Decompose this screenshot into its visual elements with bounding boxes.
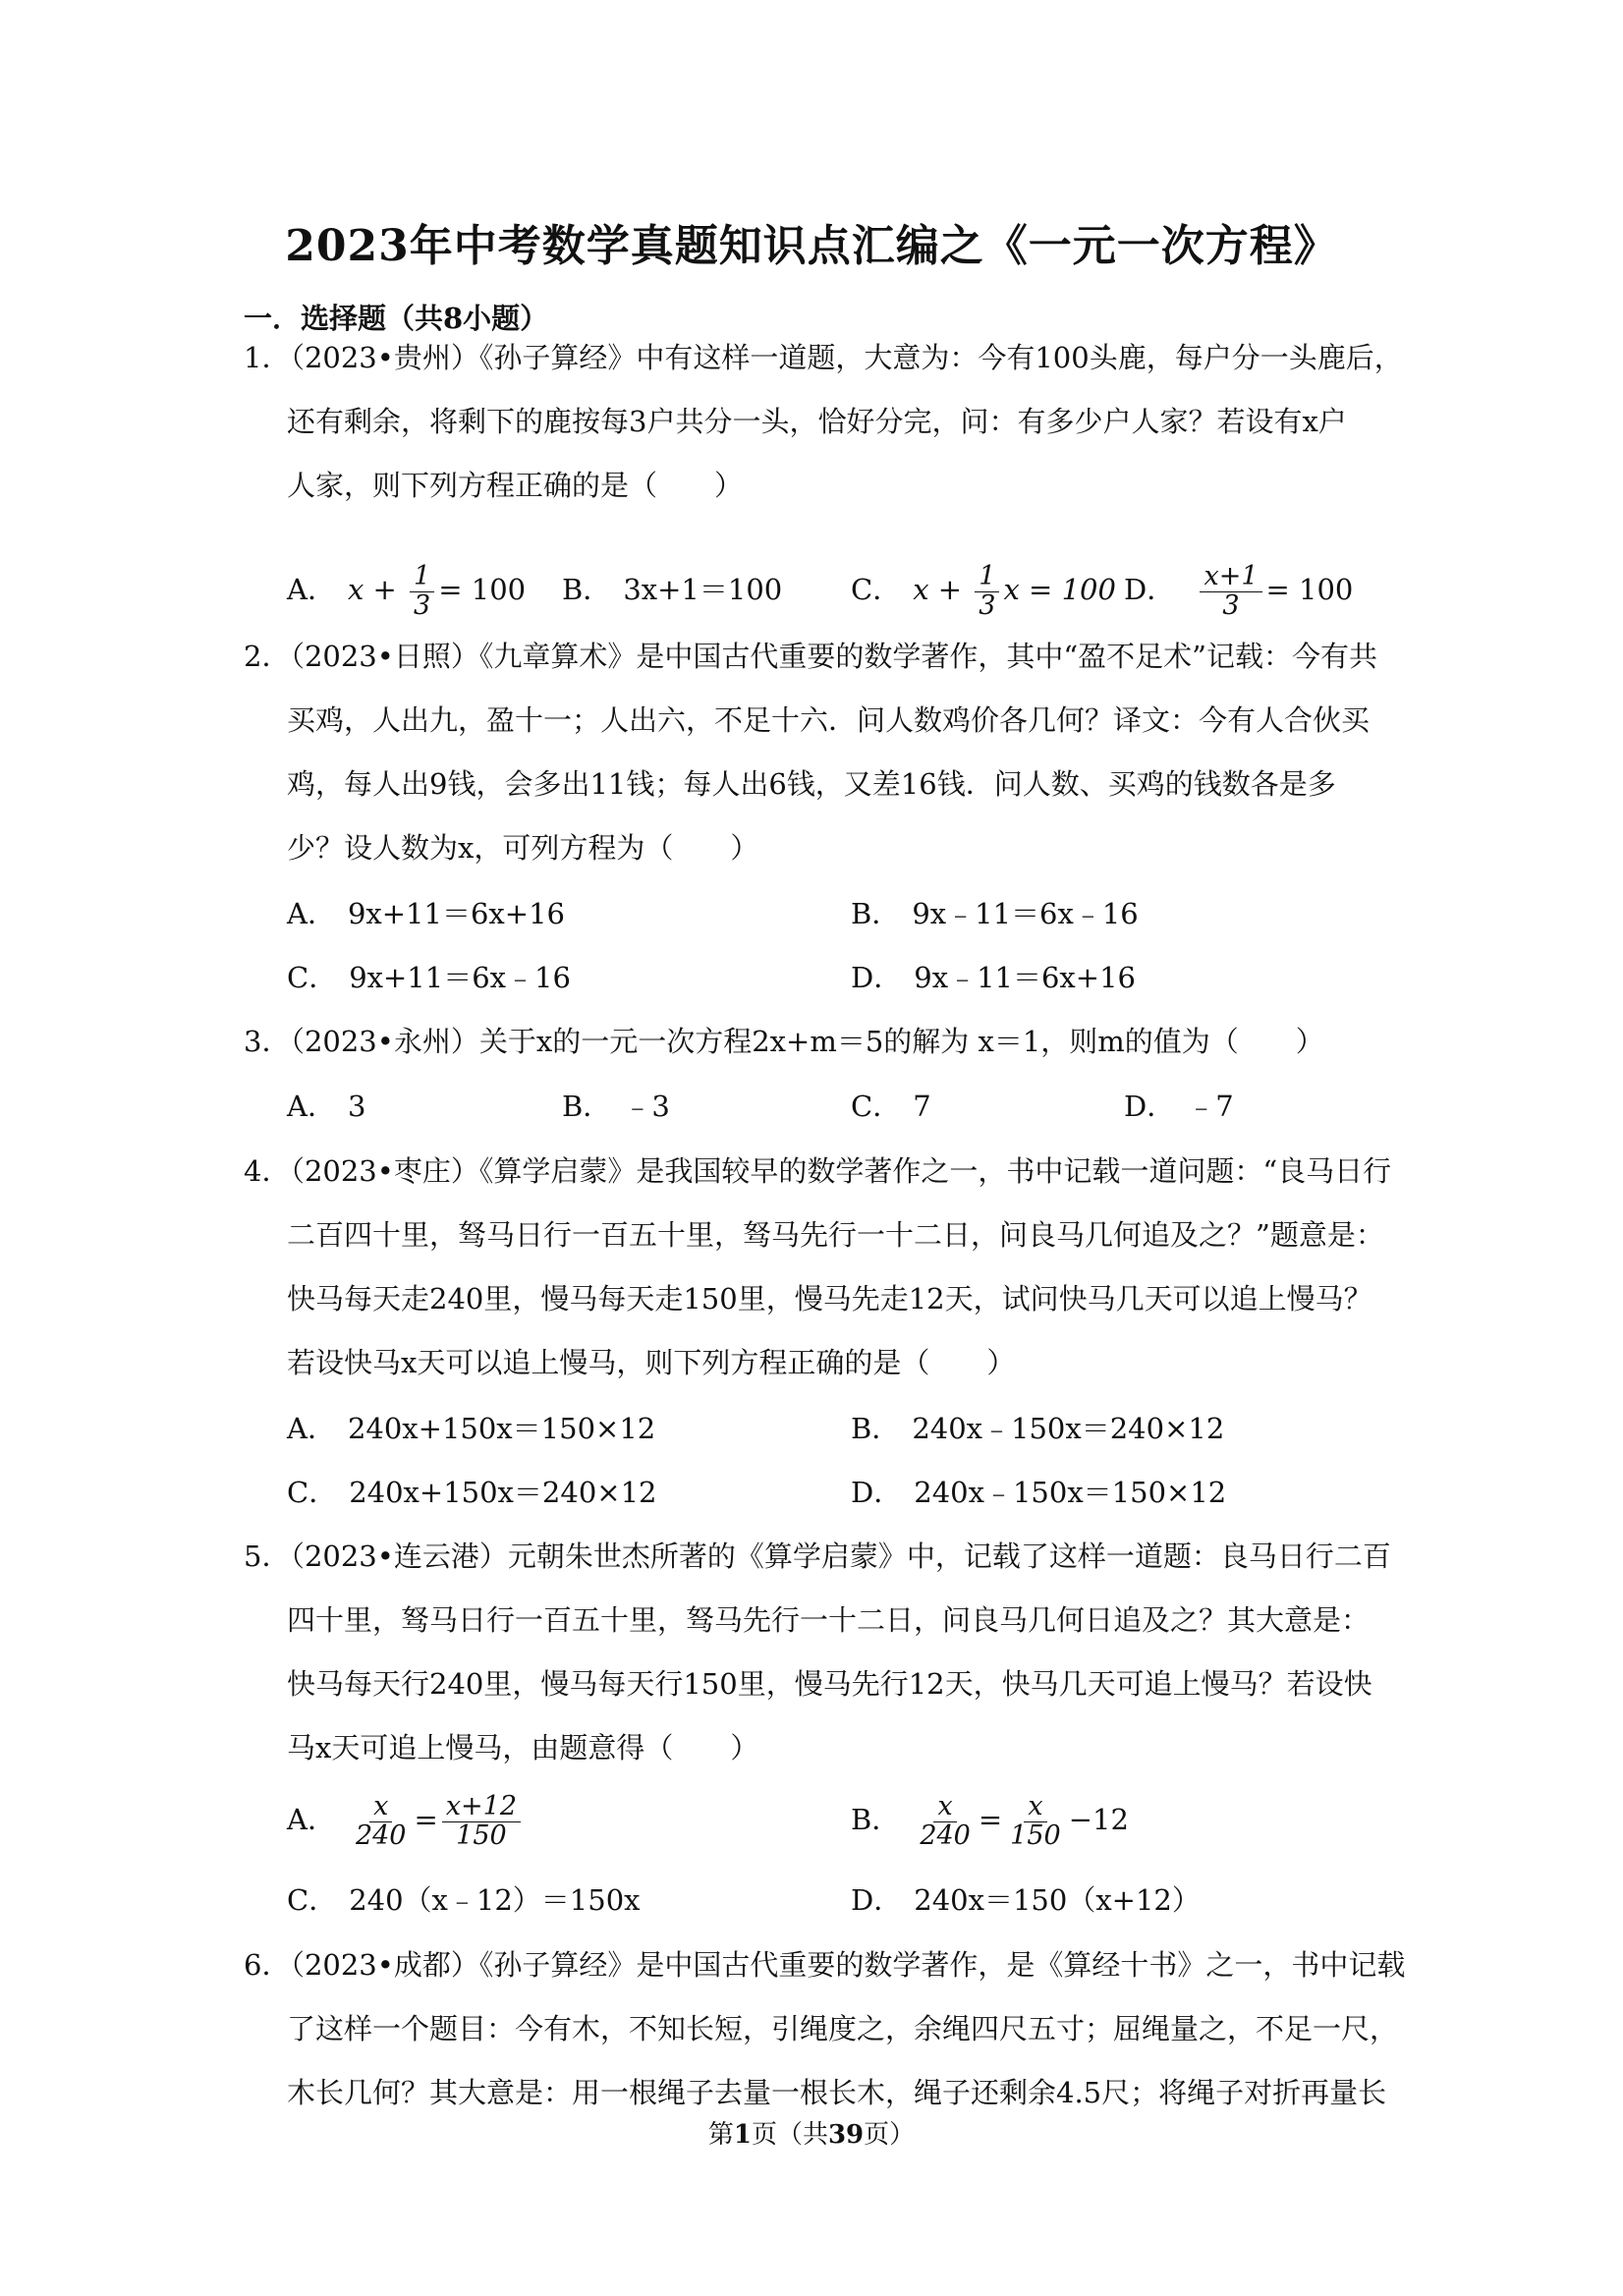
question-5-options-row1 bbox=[287, 1788, 1393, 1852]
page-title: 2023年中考数学真题知识点汇编之《一元一次方程》 bbox=[285, 221, 1338, 271]
question-line: 快马每天走240里，慢马每天走150里，慢马先走12天，试问快马几天可以追上慢马？ bbox=[287, 1282, 1372, 1316]
option-c: C． 7 bbox=[851, 1090, 931, 1123]
question-line: 4．（2023•枣庄）《算学启蒙》是我国较早的数学著作之一，书中记载一道问题：“良马日行 bbox=[244, 1154, 1392, 1188]
question-line: 5．（2023•连云港）元朝朱世杰所著的《算学启蒙》中，记载了这样一道题：良马日行二百 bbox=[244, 1540, 1391, 1573]
fraction: $\frac{x}{240}$ bbox=[355, 1791, 407, 1851]
page-footer: 第1页（共39页） bbox=[707, 2120, 916, 2150]
option-text: 3x+1＝100 bbox=[623, 573, 783, 606]
fraction: $\frac{1}{3}$ bbox=[410, 563, 434, 620]
option-d: D． ﹣7 bbox=[1124, 1090, 1234, 1123]
question-line: 人家，则下列方程正确的是（ ） bbox=[287, 469, 744, 502]
question-line: 木长几何？其大意是：用一根绳子去量一根长木，绳子还剩余4.5尺；将绳子对折再量长 bbox=[287, 2076, 1387, 2109]
section-heading: 一．选择题（共8小题） bbox=[244, 302, 549, 335]
question-line: 3．（2023•永州）关于x的一元一次方程2x+m＝5的解为 x＝1，则m的值为（ ） bbox=[244, 1025, 1324, 1058]
question-line: 6．（2023•成都）《孙子算经》是中国古代重要的数学著作，是《算经十书》之一，书中记载 bbox=[244, 1948, 1406, 1982]
question-line: 了这样一个题目：今有木，不知长短，引绳度之，余绳四尺五寸；屈绳量之，不足一尺， bbox=[287, 2012, 1399, 2045]
option-b: B． ﹣3 bbox=[562, 1090, 670, 1123]
question-4 bbox=[244, 1140, 1393, 1395]
option-label: A． bbox=[287, 573, 336, 606]
question-2-options-row2 bbox=[287, 946, 1393, 1010]
option-label: D． bbox=[1124, 573, 1176, 606]
option-c: C． 9x+11＝6x﹣16 bbox=[287, 961, 571, 994]
question-line: 快马每天行240里，慢马每天行150里，慢马先行12天，快马几天可追上慢马？若设快 bbox=[287, 1667, 1372, 1701]
question-line: 若设快马x天可以追上慢马，则下列方程正确的是（ ） bbox=[287, 1346, 1016, 1379]
page-number: 1 bbox=[733, 2120, 752, 2150]
fraction: $\frac{x+1}{3}$ bbox=[1200, 563, 1261, 620]
option-expr: x + bbox=[913, 573, 963, 606]
fraction: $\frac{x+12}{150}$ bbox=[442, 1793, 521, 1850]
question-line: 2．（2023•日照）《九章算术》是中国古代重要的数学著作，其中“盈不足术”记载：今有共 bbox=[244, 640, 1378, 673]
option-expr: = 100 bbox=[1265, 573, 1354, 606]
question-2-options-row1 bbox=[287, 882, 1393, 946]
option-a: A． 240x+150x＝150×12 bbox=[287, 1412, 656, 1445]
option-c: C． 240（x﹣12）＝150x bbox=[287, 1883, 641, 1917]
option-label: C． bbox=[851, 573, 902, 606]
option-a bbox=[287, 558, 526, 622]
question-line: 还有剩余，将剩下的鹿按每3户共分一头，恰好分完，问：有多少户人家？若设有x户 bbox=[287, 405, 1347, 438]
option-d bbox=[1124, 558, 1353, 622]
option-expr: x = 100 bbox=[1003, 573, 1116, 606]
question-5-options-row2 bbox=[287, 1869, 1393, 1932]
option-c bbox=[851, 558, 1116, 622]
question-2 bbox=[244, 625, 1393, 880]
question-5 bbox=[244, 1525, 1393, 1780]
question-line: 马x天可追上慢马，由题意得（ ） bbox=[287, 1731, 759, 1764]
question-4-options-row1 bbox=[287, 1397, 1393, 1461]
option-b bbox=[562, 558, 782, 622]
question-line: 买鸡，人出九，盈十一；人出六，不足十六．问人数鸡价各几何？译文：今有人合伙买 bbox=[287, 703, 1371, 737]
option-d: D． 240x＝150（x+12） bbox=[851, 1883, 1201, 1917]
option-d: D． 240x﹣150x＝150×12 bbox=[851, 1476, 1227, 1509]
option-b: B． 9x﹣11＝6x﹣16 bbox=[851, 897, 1139, 930]
question-3 bbox=[244, 1010, 1393, 1074]
question-6 bbox=[244, 1933, 1406, 2125]
question-line: 鸡，每人出9钱，会多出11钱；每人出6钱，又差16钱．问人数、买鸡的钱数各是多 bbox=[287, 767, 1336, 801]
fraction: $\frac{x}{240}$ bbox=[920, 1791, 971, 1851]
option-a: A． $\frac{x}{240}$ = $\frac{x+12}{150}$ bbox=[287, 1788, 525, 1852]
page-total: 39 bbox=[827, 2120, 865, 2150]
question-line: 少？设人数为x，可列方程为（ ） bbox=[287, 831, 759, 865]
option-a: A． 9x+11＝6x+16 bbox=[287, 897, 565, 930]
question-line: 二百四十里，驽马日行一百五十里，驽马先行一十二日，问良马几何追及之？”题意是： bbox=[287, 1218, 1384, 1252]
option-b: B． $\frac{x}{240}$ = $\frac{x}{150}$ −12 bbox=[851, 1791, 1129, 1851]
option-a: A． 3 bbox=[287, 1090, 366, 1123]
question-line: 四十里，驽马日行一百五十里，驽马先行一十二日，问良马几何日追及之？其大意是： bbox=[287, 1603, 1371, 1637]
option-expr: = 100 bbox=[438, 573, 527, 606]
option-c: C． 240x+150x＝240×12 bbox=[287, 1476, 657, 1509]
question-4-options-row2 bbox=[287, 1461, 1393, 1525]
option-b: B． 240x﹣150x＝240×12 bbox=[851, 1412, 1225, 1445]
question-line: 1．（2023•贵州）《孙子算经》中有这样一道题，大意为：今有100头鹿，每户分一头鹿后， bbox=[244, 341, 1403, 374]
question-1-options bbox=[287, 558, 1393, 622]
option-label: B． bbox=[562, 573, 612, 606]
fraction: $\frac{1}{3}$ bbox=[975, 563, 999, 620]
question-1 bbox=[244, 326, 1403, 518]
fraction: $\frac{x}{150}$ bbox=[1010, 1791, 1061, 1851]
option-d: D． 9x﹣11＝6x+16 bbox=[851, 961, 1136, 994]
option-expr: x + bbox=[347, 573, 397, 606]
question-3-options bbox=[287, 1075, 1393, 1139]
